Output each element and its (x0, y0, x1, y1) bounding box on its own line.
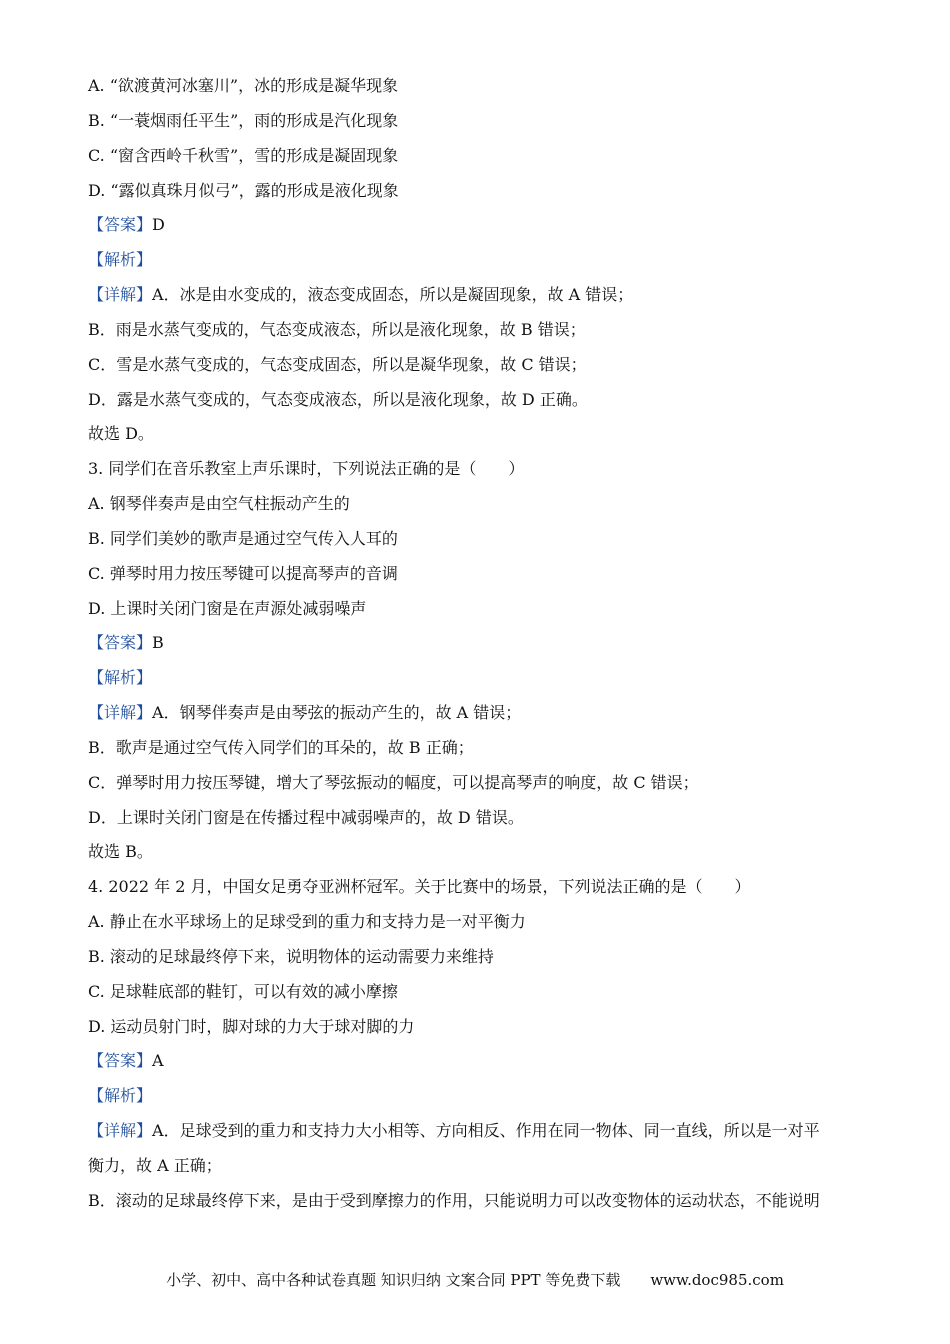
q3-detail-d: D．上课时关闭门窗是在传播过程中减弱噪声的，故 D 错误。 (88, 808, 524, 827)
answer-value: D (152, 215, 165, 234)
q3-answer-line (88, 633, 164, 653)
q2-detail-b: B．雨是水蒸气变成的，气态变成液态，所以是液化现象，故 B 错误； (88, 320, 586, 339)
q3-option-c: C. 弹琴时用力按压琴键可以提高琴声的音调 (88, 564, 398, 583)
q4-stem: 4. 2022 年 2 月，中国女足勇夺亚洲杯冠军。关于比赛中的场景，下列说法正确的是（ ） (88, 877, 751, 896)
q4-option-a: A. 静止在水平球场上的足球受到的重力和支持力是一对平衡力 (88, 912, 526, 931)
q2-option-a: A. “欲渡黄河冰塞川”，冰的形成是凝华现象 (88, 76, 399, 95)
q4-option-d: D. 运动员射门时，脚对球的力大于球对脚的力 (88, 1017, 415, 1036)
q2-option-b: B. “一蓑烟雨任平生”，雨的形成是汽化现象 (88, 111, 399, 130)
q4-detail-b: B．滚动的足球最终停下来，是由于受到摩擦力的作用，只能说明力可以改变物体的运动状态，不能说明 (88, 1191, 820, 1210)
q4-answer-line (88, 1051, 164, 1071)
q3-option-b: B. 同学们美妙的歌声是通过空气传入人耳的 (88, 529, 398, 548)
q3-detail-c: C．弹琴时用力按压琴键，增大了琴弦振动的幅度，可以提高琴声的响度，故 C 错误； (88, 773, 699, 792)
q2-option-d: D. “露似真珠月似弓”，露的形成是液化现象 (88, 181, 399, 200)
answer-tag: 【答案】 (88, 1051, 153, 1070)
q3-stem: 3. 同学们在音乐教室上声乐课时，下列说法正确的是（ ） (88, 459, 525, 478)
q3-analysis-tag: 【解析】 (88, 668, 153, 687)
q2-detail-c: C．雪是水蒸气变成的，气态变成固态，所以是凝华现象，故 C 错误； (88, 355, 587, 374)
q2-detail-d: D．露是水蒸气变成的，气态变成液态，所以是液化现象，故 D 正确。 (88, 390, 588, 409)
detail-tag: 【详解】 (88, 285, 153, 304)
answer-tag: 【答案】 (88, 215, 153, 234)
q4-option-b: B. 滚动的足球最终停下来，说明物体的运动需要力来维持 (88, 947, 494, 966)
q3-detail-b: B．歌声是通过空气传入同学们的耳朵的，故 B 正确； (88, 738, 474, 757)
detail-tag: 【详解】 (88, 1121, 153, 1140)
q3-conclusion: 故选 B。 (88, 842, 153, 861)
q2-conclusion: 故选 D。 (88, 424, 154, 443)
answer-tag: 【答案】 (88, 633, 153, 652)
detail-text: A．钢琴伴奏声是由琴弦的振动产生的，故 A 错误； (152, 703, 522, 722)
q4-detail-a-cont: 衡力，故 A 正确； (88, 1156, 222, 1175)
answer-value: B (152, 633, 164, 652)
page-footer: 小学、初中、高中各种试卷真题 知识归纳 文案合同 PPT 等免费下载 www.doc985.com (166, 1271, 784, 1289)
q4-option-c: C. 足球鞋底部的鞋钉，可以有效的减小摩擦 (88, 982, 398, 1001)
detail-text: A．足球受到的重力和支持力大小相等、方向相反、作用在同一物体、同一直线，所以是一对平 (152, 1121, 820, 1140)
answer-value: A (152, 1051, 164, 1070)
q3-option-d: D. 上课时关闭门窗是在声源处减弱噪声 (88, 599, 367, 618)
q2-analysis-tag: 【解析】 (88, 250, 153, 269)
q2-answer-line (88, 215, 165, 235)
q2-detail-a (88, 285, 633, 305)
q4-detail-a (88, 1121, 820, 1141)
q3-option-a: A. 钢琴伴奏声是由空气柱振动产生的 (88, 494, 350, 513)
q3-detail-a (88, 703, 521, 723)
q4-analysis-tag: 【解析】 (88, 1086, 153, 1105)
detail-text: A．冰是由水变成的，液态变成固态，所以是凝固现象，故 A 错误； (152, 285, 634, 304)
detail-tag: 【详解】 (88, 703, 153, 722)
q2-option-c: C. “窗含西岭千秋雪”，雪的形成是凝固现象 (88, 146, 399, 165)
